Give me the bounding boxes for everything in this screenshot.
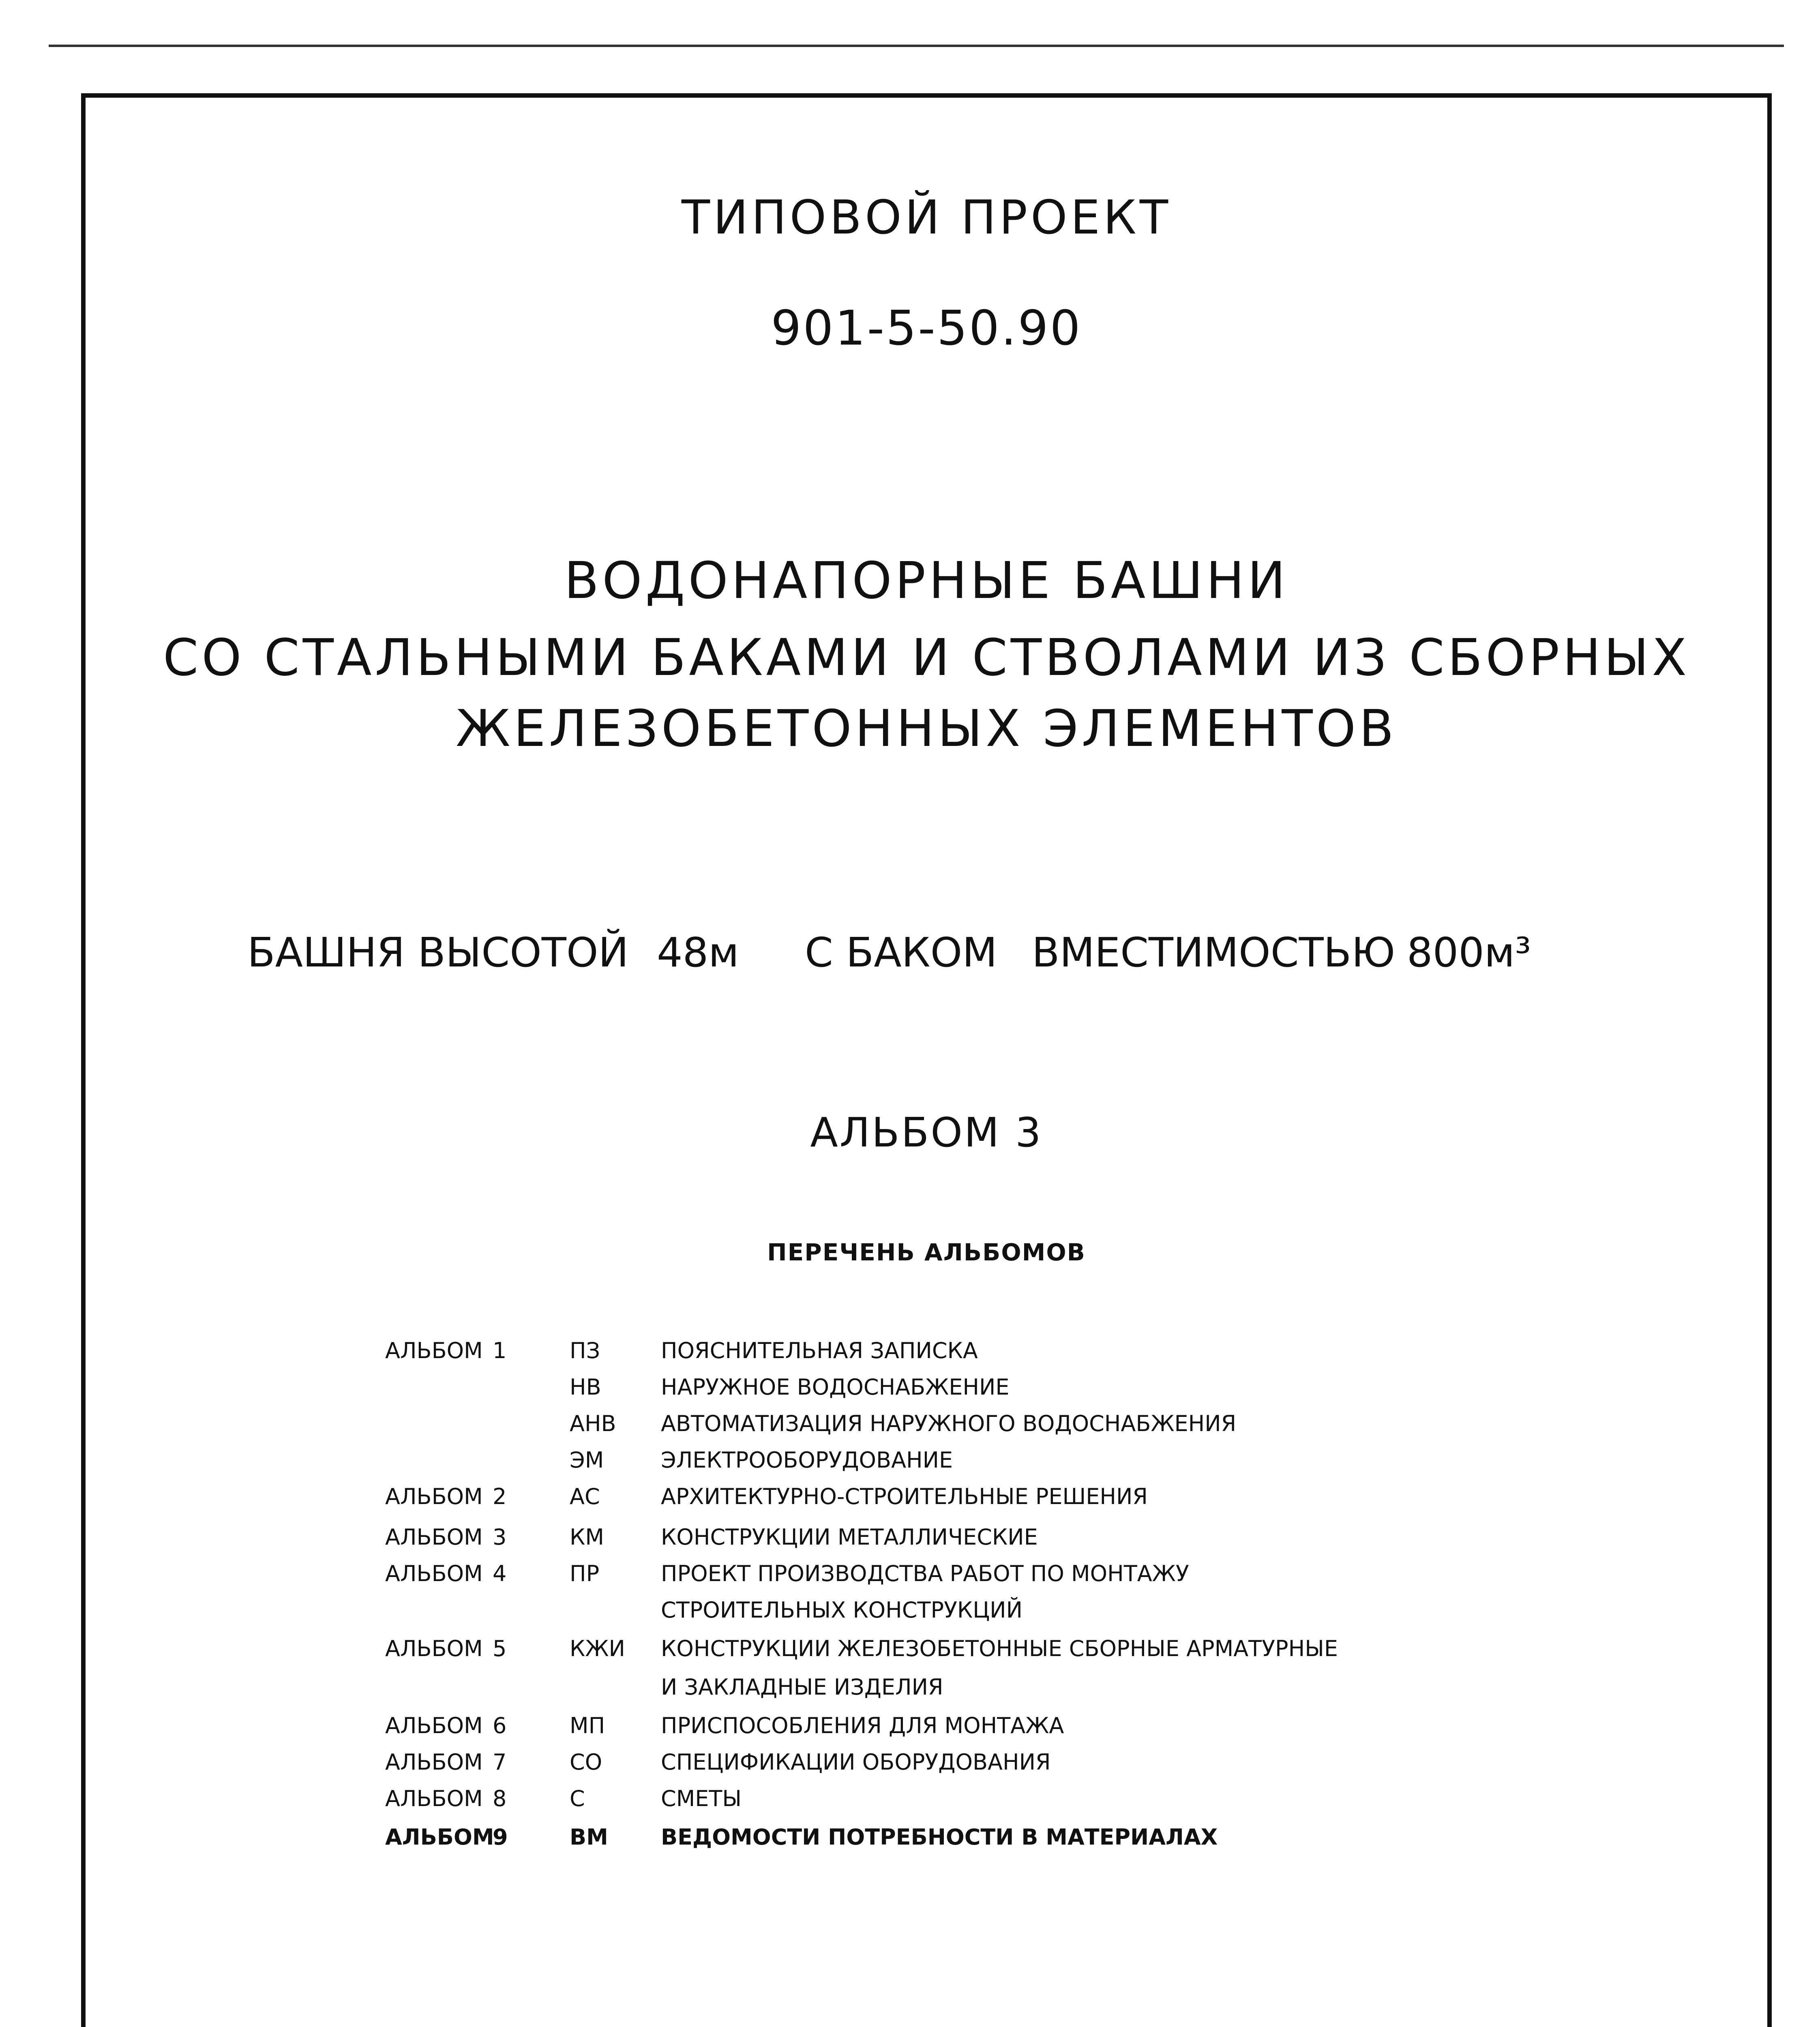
title-line-3: ЖЕЛЕЗОБЕТОННЫХ ЭЛЕМЕНТОВ (456, 699, 1397, 758)
top-rule (49, 45, 1784, 47)
subtitle-volume: 800м³ (1407, 929, 1531, 976)
title-line-2: СО СТАЛЬНЫМИ БАКАМИ И СТВОЛАМИ ИЗ СБОРНЫХ (163, 628, 1690, 687)
type-project-label: ТИПОВОЙ ПРОЕКТ (681, 191, 1172, 245)
albums-list-heading: ПЕРЕЧЕНЬ АЛЬБОМОВ (767, 1238, 1086, 1266)
subtitle-label-3: ВМЕСТИМОСТЬЮ (1032, 929, 1396, 976)
subtitle-label-1: БАШНЯ ВЫСОТОЙ (247, 929, 629, 976)
subtitle-label-2: С БАКОМ (805, 929, 997, 976)
subtitle-height: 48м (657, 929, 739, 976)
album-title: АЛЬБОМ 3 (810, 1109, 1043, 1156)
project-number: 901-5-50.90 (771, 300, 1082, 356)
title-line-1: ВОДОНАПОРНЫЕ БАШНИ (564, 551, 1289, 610)
